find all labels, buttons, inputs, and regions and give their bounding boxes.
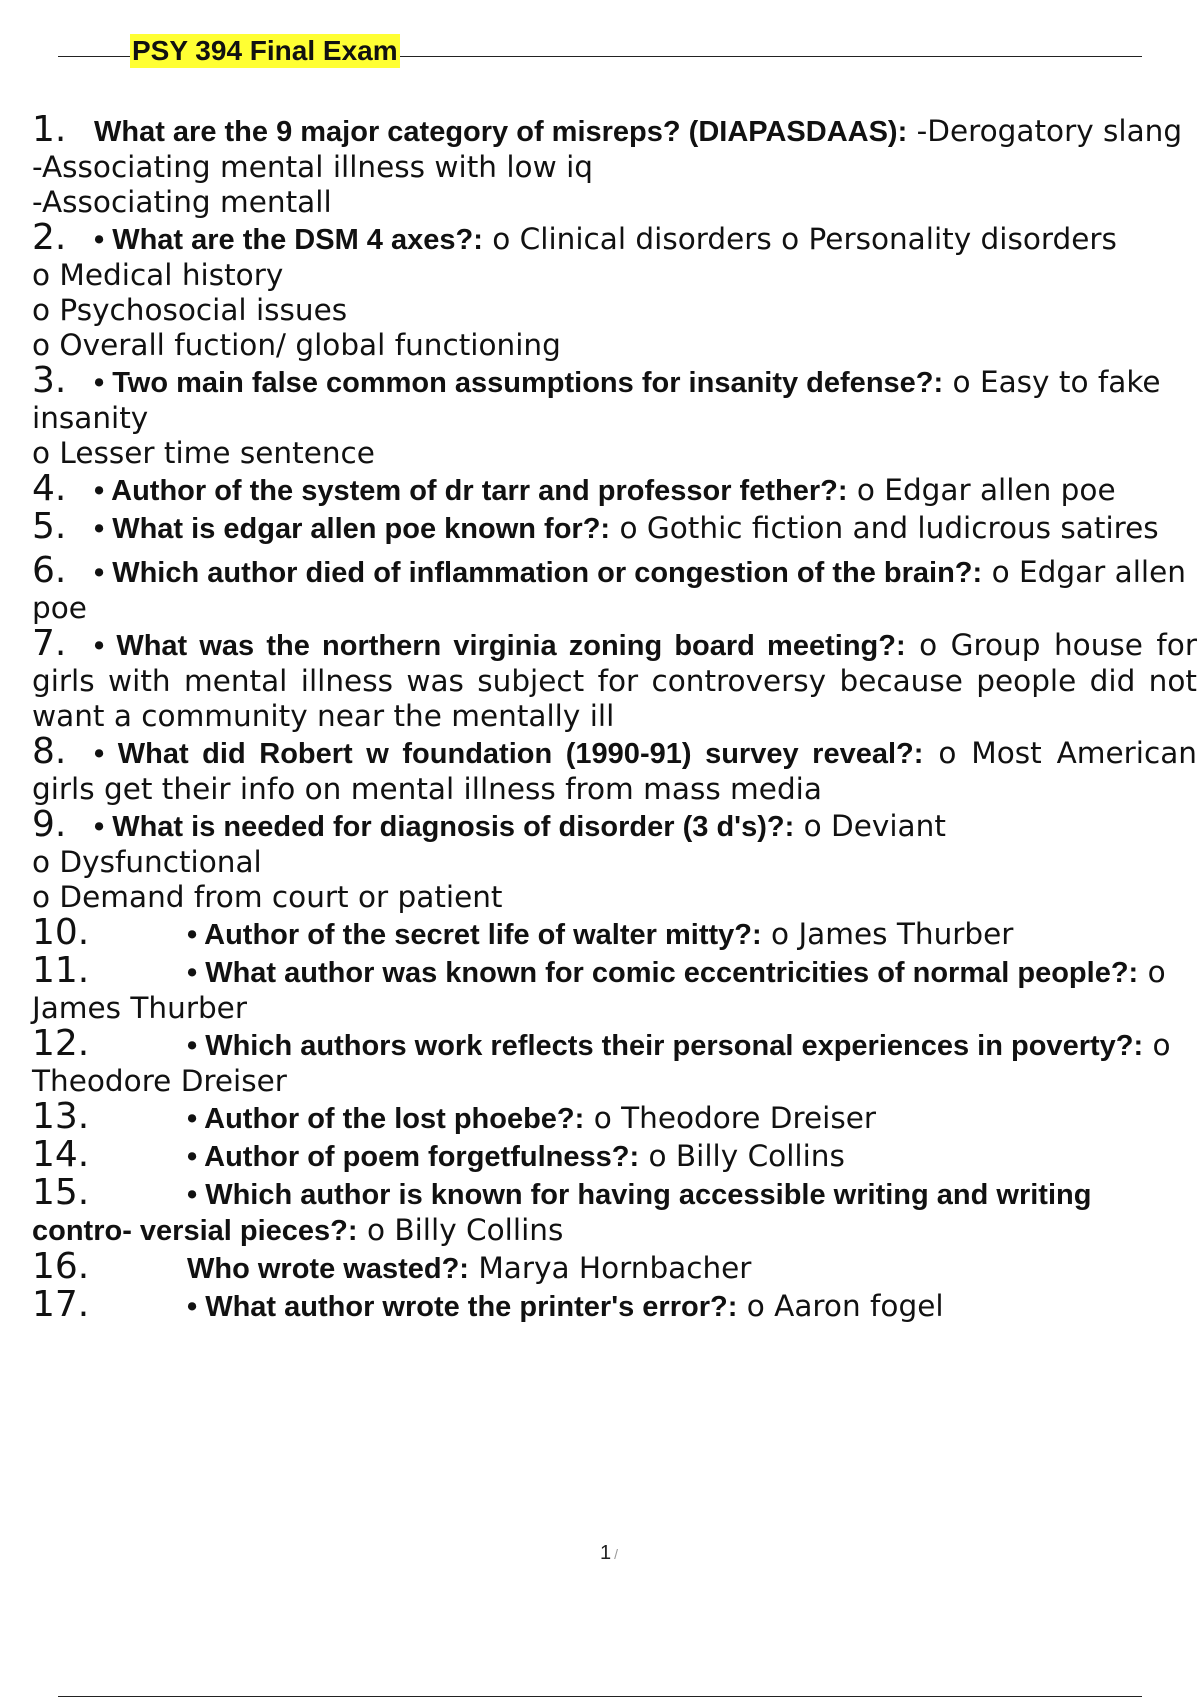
- question-number: 16.: [32, 1246, 90, 1287]
- question-text: • What did Robert w foundation (1990-91) survey reveal?:: [94, 738, 924, 770]
- question-number: 9.: [32, 804, 67, 845]
- answer-text: o Theodore Dreiser: [584, 1101, 876, 1135]
- answer-text: o James Thurber: [32, 955, 1166, 1025]
- question-item-1: [32, 109, 1197, 220]
- question-number: 5.: [32, 506, 67, 547]
- question-text: • What is edgar allen poe known for?:: [94, 513, 611, 545]
- footer-rule: [58, 1696, 1142, 1697]
- question-text: • Which authors work reflects their personal experiences in poverty?:: [187, 1030, 1144, 1062]
- question-number: 15.: [32, 1172, 90, 1213]
- question-number: 1.: [32, 109, 67, 150]
- question-text: • Which author died of inflammation or congestion of the brain?:: [94, 557, 983, 589]
- answer-line: o Overall fuction/ global functioning: [32, 328, 561, 362]
- question-number: 7.: [32, 623, 67, 664]
- answer-text: -Derogatory slang: [907, 114, 1183, 148]
- question-item-15: [32, 1172, 1197, 1249]
- question-number: 6.: [32, 550, 67, 591]
- answer-text: o Clinical disorders o Personality disorders: [482, 222, 1117, 256]
- page-title: PSY 394 Final Exam: [132, 35, 398, 66]
- question-item-13: [32, 1096, 1197, 1137]
- question-text: • What author was known for comic eccentricities of normal people?:: [187, 957, 1139, 989]
- answer-text: o Billy Collins: [357, 1213, 564, 1247]
- question-text: • What author wrote the printer's error?:: [187, 1291, 738, 1323]
- question-item-6: [32, 550, 1197, 626]
- question-number: 13.: [32, 1096, 90, 1137]
- page-number-mark: /: [614, 1546, 619, 1562]
- answer-line: o Medical history: [32, 258, 284, 292]
- question-item-3: [32, 360, 1197, 471]
- answer-text: o Edgar allen poe: [847, 473, 1116, 507]
- answer-text: o Edgar allen poe: [32, 555, 1186, 625]
- question-item-16: [32, 1246, 1197, 1287]
- answer-line: -Associating mentall: [32, 185, 332, 219]
- question-item-4: [32, 468, 1197, 509]
- question-number: 8.: [32, 731, 67, 772]
- question-item-9: [32, 804, 1197, 915]
- question-item-14: [32, 1134, 1197, 1175]
- question-text: What are the 9 major category of misreps? (DIAPASDAAS):: [94, 116, 908, 148]
- question-text: • Author of the lost phoebe?:: [187, 1103, 585, 1135]
- page-number: [600, 1542, 618, 1565]
- answer-text: o Group house for girls with mental illness was subject for controversy because people did not want a community near the mentally ill: [32, 628, 1197, 733]
- question-number: 17.: [32, 1284, 90, 1325]
- question-text: • Author of the system of dr tarr and professor fether?:: [94, 475, 848, 507]
- answer-line: -Associating mental illness with low iq: [32, 150, 594, 184]
- answer-text: Marya Hornbacher: [468, 1251, 752, 1285]
- question-item-11: [32, 950, 1197, 1026]
- question-item-17: [32, 1284, 1197, 1325]
- question-number: 11.: [32, 950, 90, 991]
- answer-line: o Demand from court or patient: [32, 880, 503, 914]
- exam-question-list: [32, 109, 1197, 1325]
- question-text: • What was the northern virginia zoning board meeting?:: [94, 630, 906, 662]
- page-header: [58, 30, 1142, 70]
- answer-text: o Easy to fake insanity: [32, 365, 1161, 435]
- answer-text: o Most American girls get their info on mental illness from mass media: [32, 736, 1197, 806]
- question-number: 10.: [32, 912, 90, 953]
- question-item-5: [32, 506, 1197, 547]
- question-text: • Two main false common assumptions for insanity defense?:: [94, 367, 944, 399]
- question-number: 4.: [32, 468, 67, 509]
- answer-text: o Gothic fiction and ludicrous satires: [610, 511, 1159, 545]
- question-number: 12.: [32, 1023, 90, 1064]
- answer-text: o Theodore Dreiser: [32, 1028, 1171, 1098]
- question-item-2: [32, 217, 1197, 363]
- question-number: 14.: [32, 1134, 90, 1175]
- question-item-7: [32, 623, 1197, 734]
- question-item-12: [32, 1023, 1197, 1099]
- answer-line: o Psychosocial issues: [32, 293, 348, 327]
- question-item-8: [32, 731, 1197, 807]
- question-text: • What are the DSM 4 axes?:: [94, 224, 483, 256]
- answer-text: o Deviant: [794, 809, 946, 843]
- question-text: • Author of the secret life of walter mitty?:: [187, 919, 762, 951]
- question-text: • What is needed for diagnosis of disorder (3 d's)?:: [94, 811, 795, 843]
- page-number-value: 1: [600, 1542, 612, 1564]
- answer-line: o Dysfunctional: [32, 845, 262, 879]
- answer-line: o Lesser time sentence: [32, 436, 375, 470]
- question-text: • Which author is known for having accessible writing and writing contro- versial pieces?:: [32, 1179, 1092, 1247]
- question-number: 2.: [32, 217, 67, 258]
- question-text: Who wrote wasted?:: [187, 1253, 469, 1285]
- question-item-10: [32, 912, 1197, 953]
- question-number: 3.: [32, 360, 67, 401]
- answer-text: o James Thurber: [761, 917, 1014, 951]
- question-text: • Author of poem forgetfulness?:: [187, 1141, 640, 1173]
- answer-text: o Billy Collins: [639, 1139, 845, 1173]
- answer-text: o Aaron fogel: [737, 1289, 944, 1323]
